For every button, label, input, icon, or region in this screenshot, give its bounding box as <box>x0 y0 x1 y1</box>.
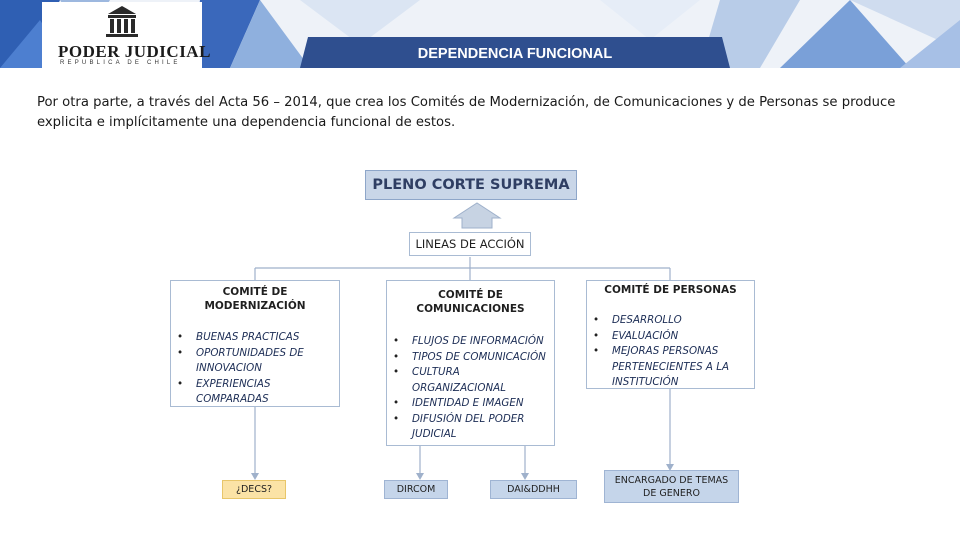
lineas-de-accion-box <box>409 232 531 256</box>
arrowhead-dircom <box>416 473 424 480</box>
encargado-genero-label-2: DE GENERO <box>643 488 700 499</box>
comite-modernizacion-box <box>170 280 340 407</box>
arrowhead-daiddhh <box>521 473 529 480</box>
list-item: • EVALUACIÓN <box>593 329 729 345</box>
list-item: • MEJORAS PERSONAS PERTENECIENTES A LA INSTITUCIÓN <box>593 344 729 391</box>
logo-subtitle: REPUBLICA DE CHILE <box>60 60 181 66</box>
list-item: • DIFUSIÓN DEL PODER JUDICIAL <box>393 412 546 443</box>
pleno-corte-suprema-box <box>365 170 577 200</box>
list-item: • IDENTIDAD E IMAGEN <box>393 396 546 412</box>
comite-comunicaciones-title: COMITÉ DE COMUNICACIONES <box>416 289 525 315</box>
comite-comunicaciones-list <box>393 334 546 443</box>
up-arrow <box>454 203 500 228</box>
page-title: DEPENDENCIA FUNCIONAL <box>417 46 613 62</box>
list-item: • BUENAS PRACTICAS <box>177 330 304 346</box>
list-item: • FLUJOS DE INFORMACIÓN <box>393 334 546 350</box>
pleno-corte-suprema-label: PLENO CORTE SUPREMA <box>372 177 570 193</box>
dircom-label: DIRCOM <box>396 484 436 495</box>
daiddhh-box <box>490 480 577 499</box>
list-item: • TIPOS DE COMUNICACIÓN <box>393 350 546 366</box>
comite-personas-title: COMITÉ DE PERSONAS <box>604 284 737 296</box>
dircom-box <box>384 480 448 499</box>
comite-modernizacion-list <box>177 330 304 408</box>
list-item: • DESARROLLO <box>593 313 729 329</box>
comite-personas-list <box>593 313 729 391</box>
decs-label: ¿DECS? <box>235 484 273 495</box>
lineas-de-accion-label: LINEAS DE ACCIÓN <box>415 237 525 251</box>
encargado-genero-box <box>604 470 739 503</box>
comite-comunicaciones-box <box>386 280 555 446</box>
logo-name: PODER JUDICIAL <box>58 42 211 61</box>
daiddhh-label: DAI&DDHH <box>507 484 560 495</box>
intro-paragraph: Por otra parte, a través del Acta 56 – 2014, que crea los Comités de Modernización, de Comunicaciones y de Personas se produce explicita e implícitamente una dependencia funcional de estos. <box>37 95 896 130</box>
comite-personas-box <box>586 280 755 389</box>
arrowhead-decs <box>251 473 259 480</box>
comite-modernizacion-title: COMITÉ DE MODERNIZACIÓN <box>204 286 306 312</box>
list-item: • CULTURA ORGANIZACIONAL <box>393 365 546 396</box>
list-item: • OPORTUNIDADES DE INNOVACION <box>177 346 304 377</box>
encargado-genero-label-1: ENCARGADO DE TEMAS <box>614 475 729 486</box>
list-item: • EXPERIENCIAS COMPARADAS <box>177 377 304 408</box>
decs-box <box>222 480 286 499</box>
